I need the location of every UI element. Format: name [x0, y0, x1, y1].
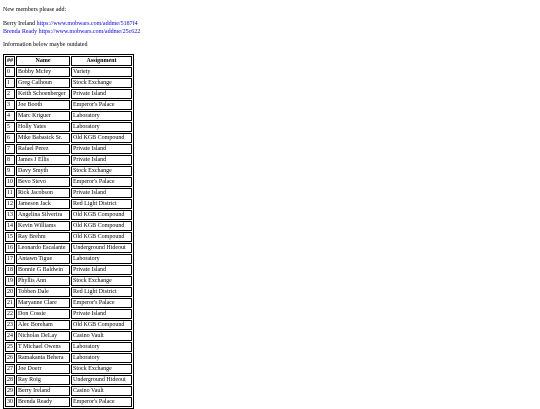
row-assignment-cell: Casino Vault — [71, 386, 132, 396]
row-assignment-cell: Underground Hideout — [71, 243, 132, 253]
row-name-cell: Maryanne Clare — [16, 298, 70, 308]
table-row — [5, 342, 132, 352]
table-row — [5, 232, 132, 242]
row-name-cell: Jameson Jack — [16, 199, 70, 209]
table-row — [5, 320, 132, 330]
table-body — [5, 67, 132, 407]
new-members-list — [3, 20, 537, 36]
row-number-cell: 8 — [5, 155, 15, 165]
row-assignment-cell: Variety — [71, 67, 132, 77]
row-assignment-cell: Private Island — [71, 309, 132, 319]
row-assignment-cell: Old KGB Compound — [71, 221, 132, 231]
row-assignment-cell: Laboratory — [71, 342, 132, 352]
header-name: Name — [16, 56, 70, 66]
row-number-cell: 14 — [7, 223, 13, 229]
table-row — [5, 155, 132, 165]
row-name-cell: Holly Yates — [16, 122, 70, 132]
row-name-cell: Leonardo Escalante — [16, 243, 70, 253]
table-row — [5, 221, 132, 231]
table-row — [5, 89, 132, 99]
table-row — [5, 309, 132, 319]
table-row — [5, 166, 132, 176]
row-name-cell: Greg Calhoun — [16, 78, 70, 88]
row-assignment-cell: Emperor's Palace — [71, 298, 132, 308]
row-number-cell: 3 — [5, 100, 15, 110]
row-name-cell: Brenda Ready — [16, 397, 70, 407]
row-name-cell: Davy Smyth — [16, 166, 70, 176]
row-name-cell: Kevin Williams — [16, 221, 70, 231]
row-name-cell: Antawn Tigue — [16, 254, 70, 264]
table-row — [5, 265, 132, 275]
table-row — [5, 122, 132, 132]
row-name-cell: Rick Jacobson — [16, 188, 70, 198]
table-row — [5, 144, 132, 154]
row-name-cell: Bonnie G Baldwin — [16, 265, 70, 275]
table-row — [5, 364, 132, 374]
row-number-cell: 21 — [7, 300, 13, 306]
row-number-cell: 29 — [7, 388, 13, 394]
table-row — [5, 67, 132, 77]
table-row — [5, 353, 132, 363]
row-number-cell: 5 — [5, 122, 15, 132]
row-number-cell: 1 — [5, 78, 15, 88]
table-row — [5, 331, 132, 341]
table-row — [5, 100, 132, 110]
table-header-row — [5, 56, 132, 66]
row-assignment-cell: Underground Hideout — [71, 375, 132, 385]
row-number-cell: 13 — [7, 212, 13, 218]
row-assignment-cell: Old KGB Compound — [71, 320, 132, 330]
row-assignment-cell: Private Island — [71, 155, 132, 165]
row-assignment-cell: Private Island — [71, 89, 132, 99]
row-name-cell: Joe Doerr — [16, 364, 70, 374]
row-assignment-cell: Stock Exchange — [71, 78, 132, 88]
intro-text: New members please add: — [3, 7, 67, 13]
row-name-cell: Rafael Perez — [16, 144, 70, 154]
assignment-table — [3, 54, 134, 409]
row-assignment-cell: Old KGB Compound — [71, 210, 132, 220]
row-number-cell: 2 — [5, 89, 15, 99]
row-number-cell: 12 — [7, 201, 13, 207]
row-assignment-cell: Private Island — [71, 265, 132, 275]
row-name-cell: Nicholas DeLay — [16, 331, 70, 341]
row-number-cell: 20 — [7, 289, 13, 295]
row-number-cell: 18 — [7, 267, 13, 273]
row-assignment-cell: Emperor's Palace — [71, 100, 132, 110]
row-number-cell: 23 — [7, 322, 13, 328]
member-entry — [3, 20, 537, 28]
row-assignment-cell: Laboratory — [71, 254, 132, 264]
row-name-cell: Tobben Dale — [16, 287, 70, 297]
member-name: Berry Ireland — [3, 21, 36, 27]
member-entry — [3, 28, 537, 36]
row-name-cell: Alec Boreham — [16, 320, 70, 330]
row-number-cell: 19 — [7, 278, 13, 284]
table-row — [5, 199, 132, 209]
row-assignment-cell: Emperor's Palace — [71, 177, 132, 187]
row-number-cell: 7 — [5, 144, 15, 154]
row-number-cell: 0 — [5, 67, 15, 77]
row-name-cell: Ramakanta Behera — [16, 353, 70, 363]
table-row — [5, 133, 132, 143]
row-number-cell: 22 — [7, 311, 13, 317]
row-assignment-cell: Old KGB Compound — [71, 232, 132, 242]
row-number-cell: 24 — [7, 333, 13, 339]
row-number-cell: 16 — [7, 245, 13, 251]
row-number-cell: 9 — [5, 166, 15, 176]
table-row — [5, 243, 132, 253]
table-row — [5, 375, 132, 385]
row-number-cell: 26 — [7, 355, 13, 361]
header-assignment: Assignment — [71, 56, 132, 66]
member-name-link[interactable]: Brenda Ready — [3, 29, 38, 35]
table-row — [5, 111, 132, 121]
table-row — [5, 177, 132, 187]
table-row — [5, 188, 132, 198]
row-number-cell: 27 — [7, 366, 13, 372]
row-number-cell: 28 — [7, 377, 13, 383]
row-assignment-cell: Stock Exchange — [71, 276, 132, 286]
row-name-cell: Mike Babasick Sr. — [16, 133, 70, 143]
member-addme-link[interactable]: https://www.mobwars.com/addme/5187f4 — [36, 21, 138, 27]
outdated-notice: Information below maybe outdated — [3, 42, 88, 48]
row-name-cell: Bevo Stevo — [16, 177, 70, 187]
table-row — [5, 276, 132, 286]
row-assignment-cell: Casino Vault — [71, 331, 132, 341]
table-row — [5, 397, 132, 407]
row-assignment-cell: Stock Exchange — [71, 166, 132, 176]
row-number-cell: 25 — [7, 344, 13, 350]
row-assignment-cell: Laboratory — [71, 122, 132, 132]
row-number-cell: 17 — [7, 256, 13, 262]
row-assignment-cell: Red Light District — [71, 287, 132, 297]
member-addme-link[interactable]: https://www.mobwars.com/addme/25c622 — [38, 29, 141, 35]
row-assignment-cell: Stock Exchange — [71, 364, 132, 374]
table-row — [5, 287, 132, 297]
row-name-cell: Joe Booth — [16, 100, 70, 110]
row-name-cell: Bobby Mcfey — [16, 67, 70, 77]
row-assignment-cell: Private Island — [71, 144, 132, 154]
table-row — [5, 210, 132, 220]
row-number-cell: 4 — [5, 111, 15, 121]
row-name-cell: Keith Schoenberger — [16, 89, 70, 99]
row-assignment-cell: Laboratory — [71, 111, 132, 121]
row-name-cell: Phyllis Ann — [16, 276, 70, 286]
table-row — [5, 78, 132, 88]
page-content — [3, 0, 537, 409]
row-name-cell: Ray Brehm — [16, 232, 70, 242]
row-number-cell: 11 — [5, 188, 15, 198]
row-assignment-cell: Private Island — [71, 188, 132, 198]
header-number: ## — [7, 58, 13, 64]
row-name-cell: Angelina Silverira — [16, 210, 70, 220]
row-name-cell: Don Cossie — [16, 309, 70, 319]
row-assignment-cell: Old KGB Compound — [71, 133, 132, 143]
table-row — [5, 254, 132, 264]
row-name-cell: Berry Ireland — [16, 386, 70, 396]
row-name-cell: Ray Roig — [16, 375, 70, 385]
row-number-cell: 10 — [7, 179, 13, 185]
row-name-cell: James J Ellis — [16, 155, 70, 165]
row-assignment-cell: Red Light District — [71, 199, 132, 209]
row-number-cell: 15 — [7, 234, 13, 240]
row-number-cell: 6 — [5, 133, 15, 143]
row-name-cell: T Michael Owens — [16, 342, 70, 352]
row-name-cell: Marc Kriguer — [16, 111, 70, 121]
row-assignment-cell: Laboratory — [71, 353, 132, 363]
table-row — [5, 298, 132, 308]
row-assignment-cell: Emperor's Palace — [71, 397, 132, 407]
table-row — [5, 386, 132, 396]
row-number-cell: 30 — [7, 399, 13, 405]
